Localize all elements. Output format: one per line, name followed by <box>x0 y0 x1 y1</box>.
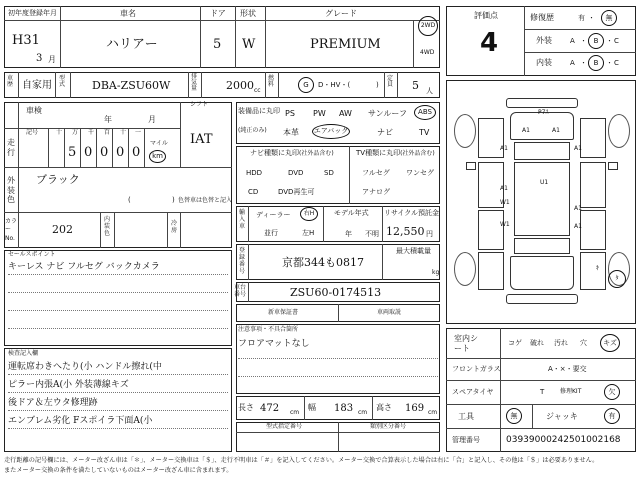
use-value: 自家用 <box>22 80 52 91</box>
length-value: 472 <box>260 403 280 414</box>
chassis-value: ZSU60-0174513 <box>290 286 382 299</box>
inspector-line-2: ピラー内張A(小 外装薄線キズ <box>8 380 129 390</box>
inspector-line-4: エンブレム劣化 Fスポイラ下面A(小 <box>8 416 153 426</box>
rear-bumper-shape <box>506 294 578 304</box>
mileage-digit-5: 0 <box>132 145 141 160</box>
sheet-tear: 破れ <box>530 339 544 347</box>
warranty-label: 新車保証書 <box>268 309 299 316</box>
shift-value: IAT <box>190 132 213 147</box>
rating-value: 4 <box>480 28 499 58</box>
car-name-value: ハリアー <box>106 37 158 52</box>
mileage-digit-1: 5 <box>68 145 77 160</box>
sheet-burn: コゲ <box>508 339 522 347</box>
import-dealer: ディーラー <box>256 211 291 219</box>
repair-no-circled: 無 <box>601 10 617 26</box>
interior-sheet-label: 室内シート <box>454 334 478 354</box>
fuel-g-circled: G <box>298 77 314 93</box>
mark-right-quarter-circled: ﾀ <box>608 270 626 288</box>
inspection-year: 年 <box>104 115 112 124</box>
repair-dot: ・ <box>588 14 595 22</box>
color-paren-close: ) <box>172 196 175 204</box>
interior-c: C <box>614 59 619 67</box>
displacement-value: 2000 <box>226 79 254 92</box>
interior-dot-2: ・ <box>606 59 613 67</box>
mileage-unit-2: 千 <box>88 129 95 136</box>
trunk-shape <box>510 256 574 290</box>
caution-value: フロアマットなし <box>238 339 310 349</box>
door-value: 5 <box>213 37 222 52</box>
height-unit: cm <box>428 409 438 416</box>
mark-hood-left: A1 <box>522 127 530 134</box>
colorno-label: カラーNo. <box>5 218 18 242</box>
model-label: 型式 <box>59 75 66 88</box>
model-year-unknown: 不明 <box>365 230 379 238</box>
mark-left-rear-door: W1 <box>500 221 510 228</box>
tv-header-main: TV種類に丸印 <box>356 149 401 157</box>
capacity-label: 定員 <box>387 75 394 88</box>
import-left-hand: 左H <box>302 229 315 237</box>
mileage-sub-label: 記号 <box>26 129 39 136</box>
footer-line-2: またメーター交換の条件を満たしていないものはメーター改ざん車に含まれます。 <box>4 467 233 474</box>
spare-label: スペアタイヤ <box>452 388 494 396</box>
exterior-label: 外装 <box>536 36 552 45</box>
cold-label: 冷房 <box>171 220 178 235</box>
mileage-unit-0: 十 <box>56 129 63 136</box>
shape-label: 形状 <box>240 9 256 18</box>
use-label: 車歴 <box>7 75 14 88</box>
height-value: 169 <box>405 403 425 414</box>
import-parallel: 並行 <box>264 229 278 237</box>
spare-t: T <box>540 388 545 396</box>
drive-2wd-circled: 2WD <box>418 16 438 36</box>
sheet-dirt: 汚れ <box>554 339 568 347</box>
fuel-options: D・HV・( <box>318 81 351 89</box>
tools-none-circled: 無 <box>506 408 522 424</box>
option-pw: PW <box>313 109 326 118</box>
windshield-label: フロントガラス <box>452 365 501 373</box>
mirror-left <box>466 162 476 170</box>
control-value: 03939000242501002168 <box>506 435 621 445</box>
exterior-c: C <box>614 37 619 45</box>
mile-label: マイル <box>150 140 168 147</box>
option-airbag-circled: エアバック <box>312 124 350 139</box>
mileage-unit-5: 一 <box>135 129 142 136</box>
exterior-a: A <box>570 37 575 45</box>
option-navi: ナビ <box>377 128 393 137</box>
footer-line-1: 走行距離の記号欄には、メーター改ざん車は「＊」、メーター交換車は「＄」、走行不明車は「＃」を記入してください。メーター交換で合算表示した場合は右に「合」と記入し、その他は「＄」は必要ありません。 <box>4 457 599 464</box>
recycle-value: 12,550 <box>386 225 425 238</box>
mark-right-rear-door: A1 <box>574 223 582 230</box>
mileage-label: 走行 <box>7 138 15 157</box>
mileage-digit-4: 0 <box>116 145 125 160</box>
sales-point-label: セールスポイント <box>8 251 56 258</box>
first-reg-month: 3 <box>36 53 43 64</box>
grade-label: グレード <box>325 9 357 18</box>
interior-color-label: 内装色 <box>104 216 111 238</box>
jack-yes-circled: 有 <box>604 408 620 424</box>
fuel-label: 燃料 <box>268 75 275 88</box>
navi-hdd: HDD <box>246 169 263 177</box>
mark-right-door: A1 <box>574 205 582 212</box>
first-reg-month-unit: 月 <box>48 55 56 64</box>
navi-header <box>250 150 334 157</box>
capacity-value: 5 <box>412 79 419 92</box>
caution-block <box>236 324 440 394</box>
navi-dvd-play: DVD再生可 <box>278 188 315 196</box>
type-no-label: 型式指定番号 <box>266 423 303 430</box>
mileage-unit-3: 百 <box>104 129 111 136</box>
inspector-line-3: 後ドア＆左ウタ修理跡 <box>8 398 98 408</box>
front-bumper-shape <box>506 98 578 108</box>
height-label: 高さ <box>376 403 392 412</box>
repair-yes: 有 <box>578 14 585 22</box>
width-label: 幅 <box>308 403 316 412</box>
navi-header-main: ナビ種類に丸印 <box>250 149 299 157</box>
mileage-digit-2: 0 <box>84 145 93 160</box>
door-label: ドア <box>210 9 226 18</box>
mileage-unit-4: 十 <box>120 129 127 136</box>
right-front-fender <box>580 118 606 158</box>
right-front-door <box>580 162 606 208</box>
model-year-unit: 年 <box>345 230 352 238</box>
options-sub-header: (純正のみ) <box>238 127 267 134</box>
color-value: ブラック <box>36 173 80 186</box>
model-value: DBA-ZSU60W <box>92 79 171 92</box>
mark-left-door-1: A1 <box>500 185 508 192</box>
color-paren-open: ( <box>128 196 131 204</box>
inspector-label: 検査記入欄 <box>8 350 39 357</box>
exterior-dot-1: ・ <box>580 37 587 45</box>
repair-label: 修復歴 <box>530 13 554 22</box>
recycle-unit: 円 <box>426 230 433 238</box>
model-year-label: モデル年式 <box>334 209 369 217</box>
navi-sd: SD <box>324 169 334 177</box>
inspection-month: 月 <box>148 115 156 124</box>
roof-shape <box>514 162 570 236</box>
import-right-hand-circled: 右H <box>300 207 318 221</box>
option-abs-circled: ABS <box>414 105 436 120</box>
hood-shape <box>510 109 574 140</box>
rating-label: 評価点 <box>474 11 498 20</box>
displacement-label: 排気量 <box>191 73 198 92</box>
inspection-label: 車検 <box>26 106 42 115</box>
sales-point-value: キーレス ナビ フルセグ バックカメラ <box>8 262 160 272</box>
windshield-value: A・×・要交 <box>548 365 587 373</box>
import-label: 輸入車 <box>239 209 246 230</box>
displacement-unit: cc <box>254 87 261 94</box>
fuel-close: ) <box>376 81 379 89</box>
tv-header-sub: (社外品含む) <box>400 150 435 157</box>
length-label: 長さ <box>238 403 254 412</box>
option-leather: 本革 <box>283 128 299 137</box>
grade-value: PREMIUM <box>310 37 381 52</box>
colorno-value: 202 <box>52 223 73 236</box>
capacity-unit: 人 <box>426 87 433 95</box>
interior-a: A <box>570 59 575 67</box>
control-label: 管理番号 <box>452 436 480 444</box>
mark-fender-right: A1 <box>574 145 582 152</box>
first-reg-label: 初年度登録年月 <box>8 9 57 17</box>
option-ps: PS <box>285 109 295 118</box>
mark-front-bumper: P7ｽ <box>538 109 549 116</box>
mileage-unit-1: 万 <box>72 129 79 136</box>
wheel-front-right <box>608 114 630 148</box>
caution-label: 注意事項・不具合箇所 <box>238 326 299 333</box>
load-label: 最大積載量 <box>396 247 431 255</box>
mark-left-door-2: W1 <box>500 199 510 206</box>
mark-right-quarter: ｷ <box>596 265 600 272</box>
wheel-front-left <box>454 114 476 148</box>
interior-dot-1: ・ <box>580 59 587 67</box>
manual-label: 車両取説 <box>377 309 402 316</box>
mark-roof: U1 <box>540 179 549 186</box>
mark-hood-right: A1 <box>552 127 560 134</box>
km-circled: km <box>149 150 166 163</box>
tools-label: 工具 <box>458 412 474 421</box>
spare-kit: 修理KIT <box>560 388 582 395</box>
registration-label: 登録番号 <box>239 247 246 275</box>
class-no-label: 類別区分番号 <box>370 423 407 430</box>
registration-value: 京都344も0817 <box>282 256 364 269</box>
interior-label: 内装 <box>536 58 552 67</box>
tv-analog: アナログ <box>362 188 390 196</box>
options-header: 装備品に丸印 <box>238 107 280 115</box>
left-rear-quarter <box>478 252 504 290</box>
option-tv: TV <box>419 128 430 137</box>
length-unit: cm <box>290 409 300 416</box>
tv-fullseg: フルセグ <box>362 169 390 177</box>
windshield-shape <box>514 142 570 160</box>
load-unit: kg <box>432 269 440 276</box>
mileage-digit-3: 0 <box>100 145 109 160</box>
inspector-line-1: 運転席わきへたり(小 ハンドル擦れ(中 <box>8 362 162 372</box>
option-sunroof: サンルーフ <box>368 109 407 118</box>
sheet-hole: 穴 <box>580 339 587 347</box>
first-reg-year: H31 <box>12 33 40 48</box>
car-name-label: 車名 <box>120 9 136 18</box>
shift-label: シフト <box>190 101 209 108</box>
tv-header <box>356 150 435 157</box>
tv-oneseg: ワンセグ <box>406 169 434 177</box>
chassis-label: 車台番号 <box>234 284 247 298</box>
mark-fender-left: A1 <box>500 145 508 152</box>
left-rear-door <box>478 210 504 250</box>
mirror-right <box>608 162 618 170</box>
exterior-dot-2: ・ <box>606 37 613 45</box>
width-unit: cm <box>358 409 368 416</box>
jack-label: ジャッキ <box>546 412 578 421</box>
drive-4wd: 4WD <box>420 49 435 56</box>
width-value: 183 <box>334 403 354 414</box>
navi-cd: CD <box>248 188 259 196</box>
left-front-fender <box>478 118 504 158</box>
interior-b-circled: B <box>588 55 604 71</box>
navi-dvd: DVD <box>288 169 304 177</box>
spare-missing-circled: 欠 <box>604 384 620 400</box>
shape-value: W <box>242 37 256 52</box>
wheel-rear-left <box>454 252 476 286</box>
sheet-scratch-circled: キズ <box>600 334 620 352</box>
right-rear-door <box>580 210 606 250</box>
color-label: 外装色 <box>7 176 15 205</box>
option-aw: AW <box>339 109 352 118</box>
exterior-b-circled: B <box>588 33 604 49</box>
right-rear-quarter <box>580 252 606 290</box>
navi-header-sub: (社外品含む) <box>299 150 334 157</box>
color-note: 色替車は色替と記入 <box>178 197 233 204</box>
recycle-label: リサイクル預託金 <box>384 209 440 217</box>
rear-glass-shape <box>514 238 570 254</box>
